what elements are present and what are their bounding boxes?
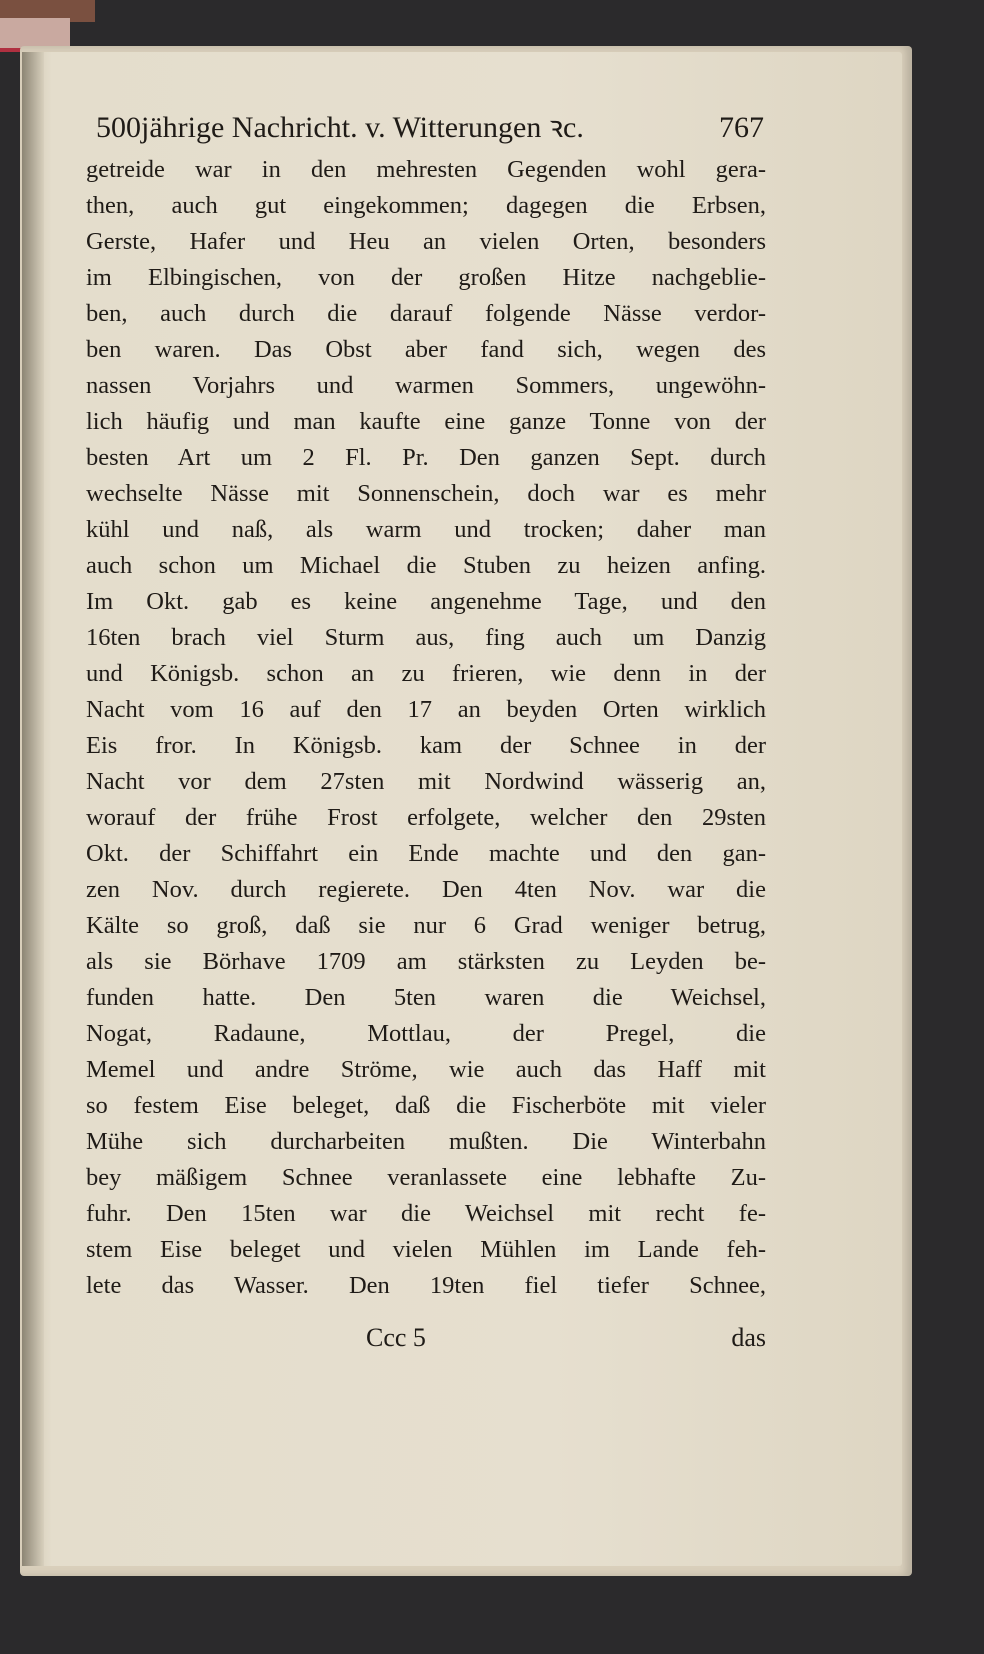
page-body-text xyxy=(86,152,766,1304)
text-line: Kälte so groß, daß sie nur 6 Grad weniger betrug, xyxy=(86,912,766,939)
text-line: fuhr. Den 15ten war die Weichsel mit recht fe- xyxy=(86,1200,766,1227)
catchword: das xyxy=(731,1323,766,1352)
text-line: Nacht vor dem 27sten mit Nordwind wässerig an, xyxy=(86,768,766,795)
text-line: Eis fror. In Königsb. kam der Schnee in der xyxy=(86,732,766,759)
text-line: ben, auch durch die darauf folgende Nässe verdor- xyxy=(86,300,766,327)
text-line: Mühe sich durcharbeiten mußten. Die Winterbahn xyxy=(86,1128,766,1155)
text-line: lete das Wasser. Den 19ten fiel tiefer Schnee, xyxy=(86,1272,766,1299)
text-line: Im Okt. gab es keine angenehme Tage, und den xyxy=(86,588,766,615)
text-line: nassen Vorjahrs und warmen Sommers, ungewöhn- xyxy=(86,372,766,399)
text-line: worauf der frühe Frost erfolgete, welcher den 29sten xyxy=(86,804,766,831)
text-line: als sie Börhave 1709 am stärksten zu Leyden be- xyxy=(86,948,766,975)
text-line: wechselte Nässe mit Sonnenschein, doch war es mehr xyxy=(86,480,766,507)
text-line: und Königsb. schon an zu frieren, wie denn in der xyxy=(86,660,766,687)
text-line: zen Nov. durch regierete. Den 4ten Nov. war die xyxy=(86,876,766,903)
text-line: ben waren. Das Obst aber fand sich, wegen des xyxy=(86,336,766,363)
text-line: then, auch gut eingekommen; dagegen die Erbsen, xyxy=(86,192,766,219)
text-line: stem Eise beleget und vielen Mühlen im Lande feh- xyxy=(86,1236,766,1263)
text-line: bey mäßigem Schnee veranlassete eine lebhafte Zu- xyxy=(86,1164,766,1191)
text-line: getreide war in den mehresten Gegenden wohl gera- xyxy=(86,156,766,183)
text-line: Okt. der Schiffahrt ein Ende machte und den gan- xyxy=(86,840,766,867)
text-line: Gerste, Hafer und Heu an vielen Orten, besonders xyxy=(86,228,766,255)
text-line: Nogat, Radaune, Mottlau, der Pregel, die xyxy=(86,1020,766,1047)
text-line: Memel und andre Ströme, wie auch das Haff mit xyxy=(86,1056,766,1083)
text-line: 16ten brach viel Sturm aus, fing auch um Danzig xyxy=(86,624,766,651)
signature-mark: Ccc 5 xyxy=(366,1323,426,1352)
page-number: 767 xyxy=(719,111,764,144)
running-title: 500jährige Nachricht. v. Witterungen ꝛc. xyxy=(96,111,584,144)
text-line: auch schon um Michael die Stuben zu heizen anfing. xyxy=(86,552,766,579)
text-line: Nacht vom 16 auf den 17 an beyden Orten wirklich xyxy=(86,696,766,723)
text-line: kühl und naß, als warm und trocken; daher man xyxy=(86,516,766,543)
text-line: im Elbingischen, von der großen Hitze nachgeblie- xyxy=(86,264,766,291)
text-line: so festem Eise beleget, daß die Fischerböte mit vieler xyxy=(86,1092,766,1119)
page-footer xyxy=(86,1320,766,1356)
page-gutter xyxy=(22,52,44,1566)
running-header xyxy=(96,108,764,148)
text-line: lich häufig und man kaufte eine ganze Tonne von der xyxy=(86,408,766,435)
text-line: funden hatte. Den 5ten waren die Weichsel, xyxy=(86,984,766,1011)
text-line: besten Art um 2 Fl. Pr. Den ganzen Sept. durch xyxy=(86,444,766,471)
